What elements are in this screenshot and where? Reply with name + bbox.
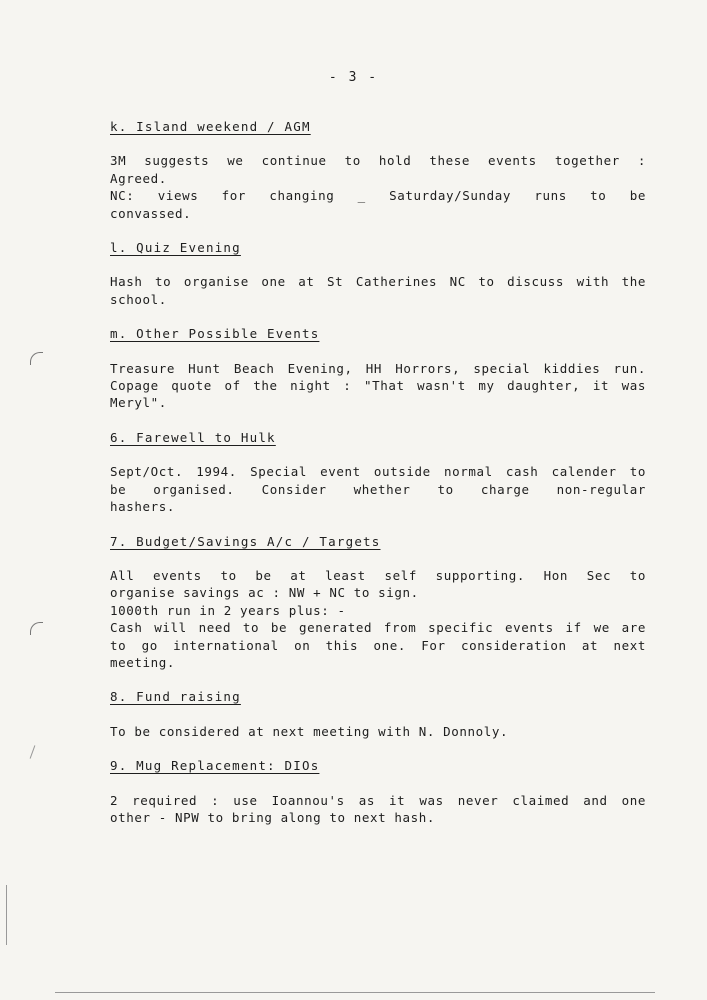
text-line: Meryl". [110,395,167,411]
punch-hole-mark [30,352,43,365]
section-heading-fund-raising: 8. Fund raising [110,689,241,705]
section-body-fund-raising [110,723,646,740]
text-line: other - NPW to bring along to next hash. [110,809,436,825]
section-body-other-events [110,360,646,412]
section-heading-quiz-evening: l. Quiz Evening [110,240,241,256]
text-line: meeting. [110,654,176,670]
section-body-island-weekend [110,152,646,222]
text-line: convassed. [110,205,192,221]
page-bottom-edge [55,992,655,993]
section-heading-other-events: m. Other Possible Events [110,326,320,342]
text-line: To be considered at next meeting with N. Donnoly. [110,723,509,739]
text-line: to go international on this one. For consideration at next [110,637,646,653]
scan-mark [6,885,7,945]
page-number: - 3 - [328,70,379,85]
punch-hole-mark [30,622,43,635]
text-line: Hash to organise one at St Catherines NC to discuss with the [110,274,646,290]
text-line: Sept/Oct. 1994. Special event outside normal cash calender to [110,464,646,480]
text-line: NC: views for changing _ Saturday/Sunday runs to be [110,188,646,204]
text-line: Treasure Hunt Beach Evening, HH Horrors, special kiddies run. [110,360,646,376]
scan-mark [30,745,36,758]
section-body-budget-savings [110,567,646,671]
section-body-farewell-hulk [110,463,646,515]
text-line: 3M suggests we continue to hold these events together : [110,153,646,169]
text-line: 2 required : use Ioannou's as it was never claimed and one [110,792,646,808]
section-body-quiz-evening [110,273,646,308]
text-line: school. [110,291,167,307]
text-line: Agreed. [110,170,167,186]
text-line: 1000th run in 2 years plus: - [110,602,346,618]
minutes-body [110,118,646,843]
section-heading-island-weekend: k. Island weekend / AGM [110,119,311,134]
text-line: hashers. [110,499,176,515]
text-line: organise savings ac : NW + NC to sign. [110,585,419,601]
text-line: All events to be at least self supporting. Hon Sec to [110,567,646,583]
text-line: Cash will need to be generated from specific events if we are [110,620,646,636]
section-heading-farewell-hulk: 6. Farewell to Hulk [110,429,276,445]
section-body-mug-replacement [110,792,646,827]
section-heading-mug-replacement: 9. Mug Replacement: DIOs [110,758,320,774]
section-heading-budget-savings: 7. Budget/Savings A/c / Targets [110,533,381,549]
text-line: Copage quote of the night : "That wasn't my daughter, it was [110,378,646,394]
text-line: be organised. Consider whether to charge non-regular [110,481,646,497]
